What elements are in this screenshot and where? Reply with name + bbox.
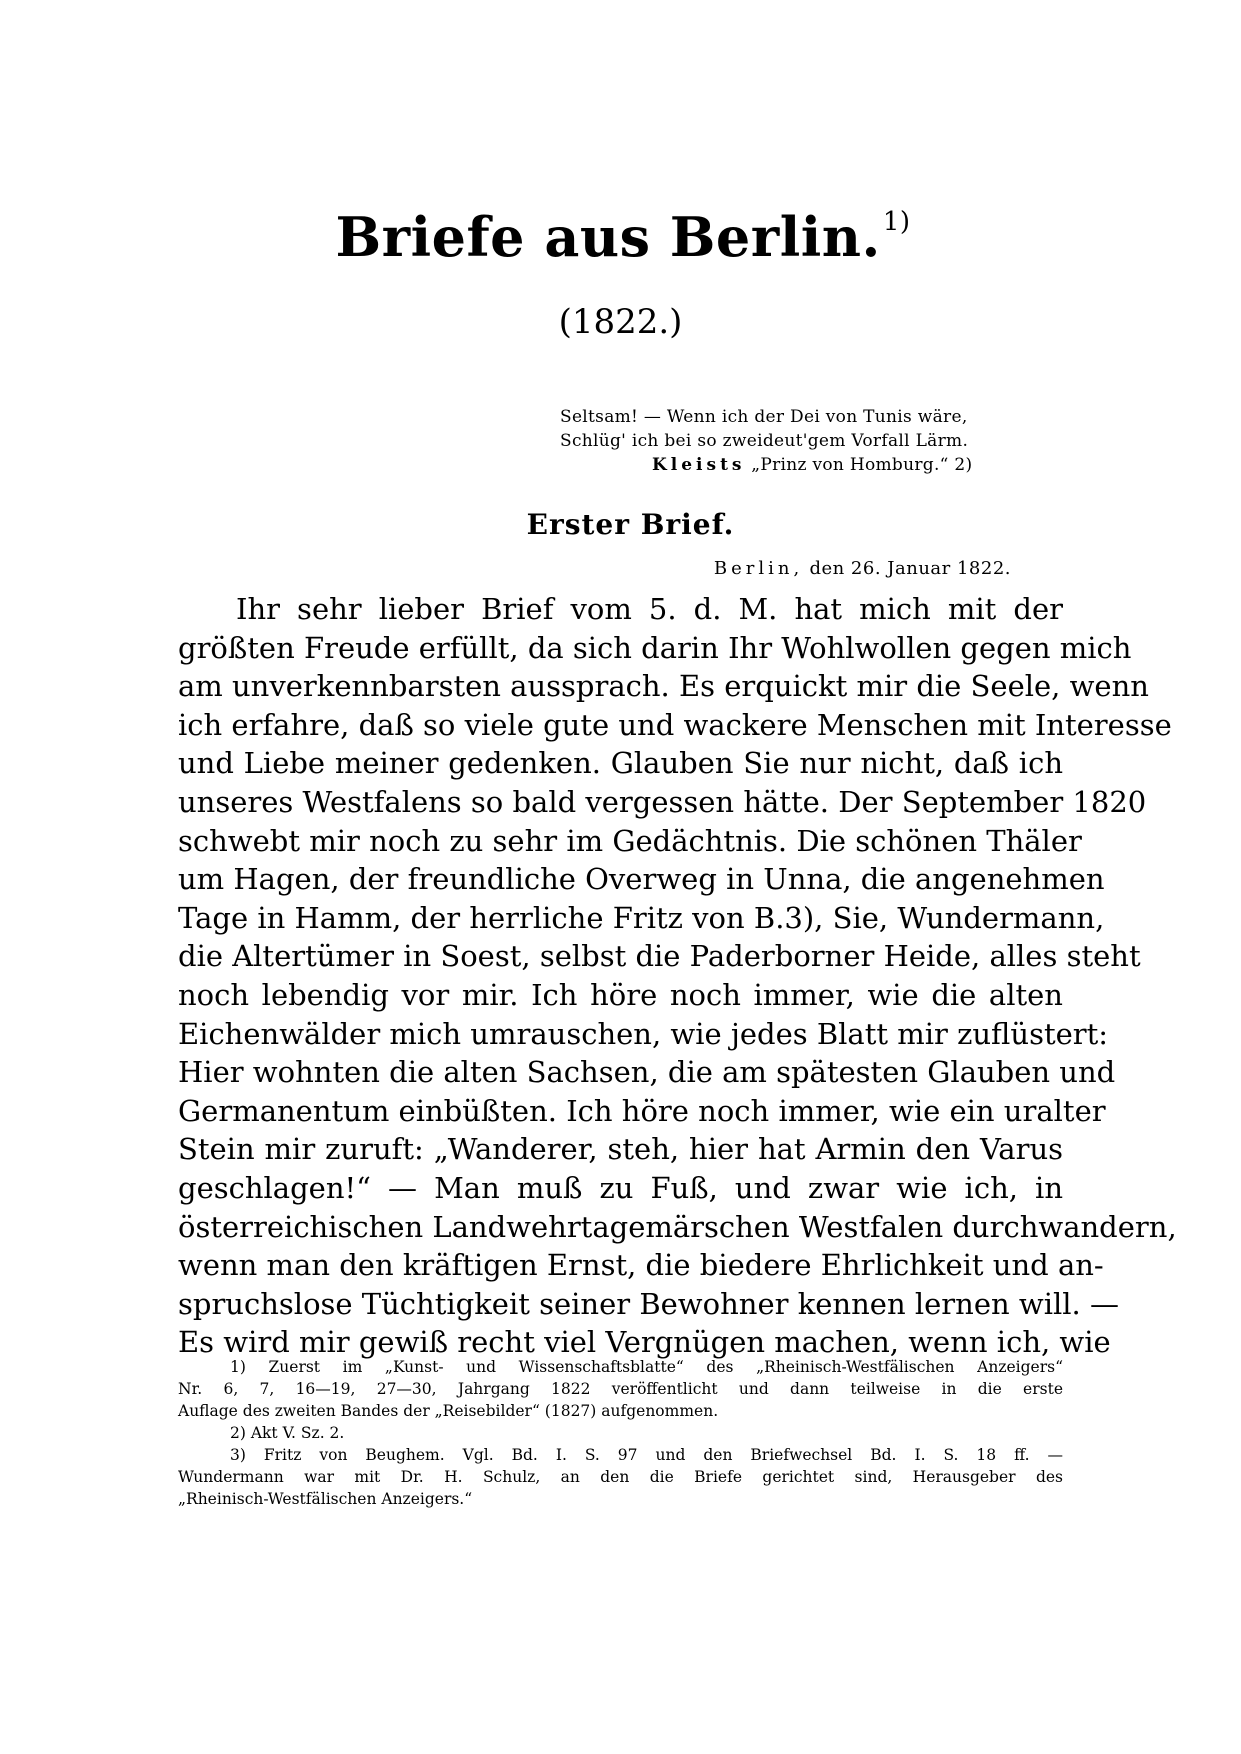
body-line: Germanentum einbüßten. Ich höre noch immer, wie ein uralter	[178, 1093, 1106, 1128]
body-line: größten Freude erfüllt, da sich darin Ihr Wohlwollen gegen mich	[178, 630, 1132, 665]
body-line: Hier wohnten die alten Sachsen, die am spätesten Glauben und	[178, 1055, 1116, 1090]
body-line: spruchslose Tüchtigkeit seiner Bewohner kennen lernen will. —	[178, 1286, 1119, 1321]
footnote-line: Auflage des zweiten Bandes der „Reisebilder“ (1827) aufgenommen.	[178, 1402, 719, 1420]
epigraph-attribution	[560, 453, 1040, 477]
epigraph-line: Schlüg' ich bei so zweideut'gem Vorfall Lärm.	[560, 431, 969, 451]
epigraph-work: „Prinz von Homburg.“ 2)	[751, 455, 973, 475]
footnote-line: Wundermann war mit Dr. H. Schulz, an den die Briefe gerichtet sind, Herausgeber des	[178, 1468, 1063, 1486]
epigraph-author: Kleists	[652, 455, 746, 475]
body-line: unseres Westfalens so bald vergessen hätte. Der September 1820	[178, 784, 1147, 819]
body-line: um Hagen, der freundliche Overweg in Unna, die angenehmen	[178, 862, 1105, 897]
body-line: Ihr sehr lieber Brief vom 5. d. M. hat mich mit der	[236, 592, 1063, 626]
footnote-line: „Rheinisch-Westfälischen Anzeigers.“	[178, 1490, 473, 1508]
body-line: schwebt mir noch zu sehr im Gedächtnis. Die schönen Thäler	[178, 823, 1082, 858]
footnote-line: Nr. 6, 7, 16—19, 27—30, Jahrgang 1822 veröffentlicht und dann teilweise in die erste	[178, 1380, 1063, 1398]
footnote-line: 1) Zuerst im „Kunst- und Wissenschaftsblatte“ des „Rheinisch-Westfälischen Anzeigers“	[230, 1358, 1063, 1376]
body-line: am unverkennbarsten aussprach. Es erquickt mir die Seele, wenn	[178, 669, 1149, 704]
epigraph-line: Seltsam! — Wenn ich der Dei von Tunis wäre,	[560, 407, 968, 427]
letter-heading: Erster Brief.	[526, 508, 735, 541]
body-line: und Liebe meiner gedenken. Glauben Sie nur nicht, daß ich	[178, 746, 1063, 781]
title-footnote-ref: 1)	[882, 207, 911, 237]
body-line: Tage in Hamm, der herrliche Fritz von B.3), Sie, Wundermann,	[178, 900, 1105, 935]
footnotes	[178, 1356, 1063, 1510]
body-line: österreichischen Landwehrtagemärschen Westfalen durchwandern,	[178, 1209, 1177, 1244]
dateline	[714, 558, 1011, 579]
body-line: Eichenwälder mich umrauschen, wie jedes Blatt mir zuflüstert:	[178, 1016, 1109, 1051]
dateline-date: den 26. Januar 1822.	[809, 558, 1011, 579]
body-line: wenn man den kräftigen Ernst, die biedere Ehrlichkeit und an-	[178, 1248, 1104, 1283]
body-line: ich erfahre, daß so viele gute und wackere Menschen mit Interesse	[178, 707, 1172, 742]
page-title	[0, 205, 1241, 269]
body-line: geschlagen!“ — Man muß zu Fuß, und zwar wie ich, in	[178, 1170, 1063, 1205]
title-text: Briefe aus Berlin.	[335, 205, 881, 269]
dateline-place: Berlin,	[713, 558, 804, 579]
body-line: Stein mir zuruft: „Wanderer, steh, hier hat Armin den Varus	[178, 1132, 1063, 1167]
body-line: die Altertümer in Soest, selbst die Paderborner Heide, alles steht	[178, 939, 1141, 974]
year-subtitle: (1822.)	[558, 302, 683, 342]
footnote-line: 2) Akt V. Sz. 2.	[230, 1424, 345, 1442]
epigraph	[560, 405, 1040, 477]
body-line: noch lebendig vor mir. Ich höre noch immer, wie die alten	[178, 977, 1063, 1012]
footnote-line: 3) Fritz von Beughem. Vgl. Bd. I. S. 97 und den Briefwechsel Bd. I. S. 18 ff. —	[230, 1446, 1063, 1464]
body-line: Es wird mir gewiß recht viel Vergnügen machen, wenn ich, wie	[178, 1325, 1111, 1360]
letter-body	[178, 590, 1177, 1362]
